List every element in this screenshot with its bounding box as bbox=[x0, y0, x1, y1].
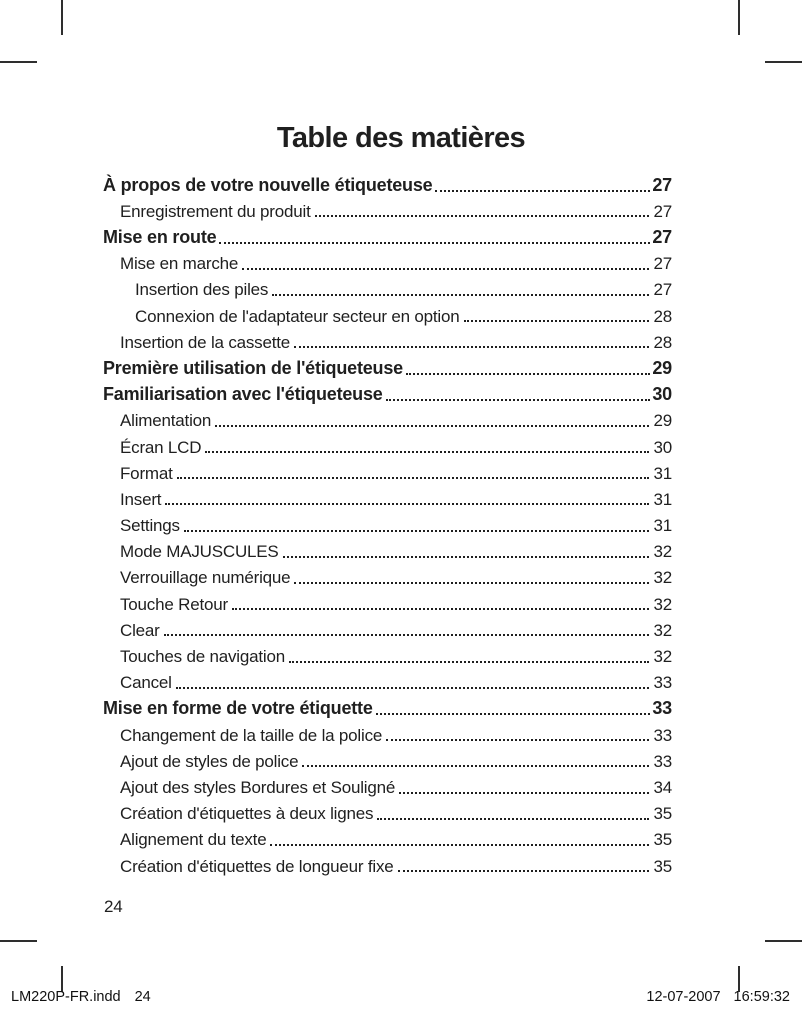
toc-entry-label: Touche Retour bbox=[120, 594, 228, 614]
toc-leader-dots bbox=[376, 713, 651, 715]
toc-entry bbox=[103, 800, 672, 826]
toc-entry bbox=[103, 590, 672, 616]
toc-entry-page: 30 bbox=[653, 437, 672, 457]
toc-entry bbox=[103, 276, 672, 302]
toc-entry-page: 33 bbox=[653, 673, 672, 693]
toc-entry bbox=[103, 433, 672, 459]
toc-leader-dots bbox=[215, 425, 649, 427]
toc-entry-label: Création d'étiquettes à deux lignes bbox=[120, 804, 374, 824]
toc-entry bbox=[103, 407, 672, 433]
toc-entry-page: 27 bbox=[652, 174, 672, 195]
footer-slug-left bbox=[11, 989, 151, 1005]
toc-entry-page: 31 bbox=[653, 489, 672, 509]
toc-entry bbox=[103, 852, 672, 878]
toc-leader-dots bbox=[272, 294, 649, 296]
toc-entry-page: 33 bbox=[652, 698, 672, 719]
toc-entry bbox=[103, 171, 672, 197]
toc-entry bbox=[103, 695, 672, 721]
toc-entry bbox=[103, 538, 672, 564]
toc-entry-page: 29 bbox=[652, 357, 672, 378]
crop-mark-top-left-vertical bbox=[61, 0, 63, 35]
crop-mark-top-right-horizontal bbox=[765, 61, 802, 63]
toc-entry-page: 32 bbox=[653, 594, 672, 614]
toc-entry-label: Création d'étiquettes de longueur fixe bbox=[120, 856, 394, 876]
toc-entry-label: Insertion de la cassette bbox=[120, 332, 291, 352]
toc-entry bbox=[103, 773, 672, 799]
footer-slug-right bbox=[646, 989, 790, 1005]
toc-entry-page: 35 bbox=[653, 804, 672, 824]
toc-entry bbox=[103, 485, 672, 511]
toc-leader-dots bbox=[289, 661, 650, 663]
toc-entry bbox=[103, 669, 672, 695]
toc-leader-dots bbox=[315, 215, 650, 217]
toc-leader-dots bbox=[406, 373, 650, 375]
toc-entry-label: Mise en route bbox=[103, 226, 217, 247]
toc-entry-page: 27 bbox=[653, 254, 672, 274]
toc-entry bbox=[103, 250, 672, 276]
toc-entry bbox=[103, 721, 672, 747]
footer-time: 16:59:32 bbox=[733, 989, 790, 1005]
toc-leader-dots bbox=[205, 451, 649, 453]
toc-entry bbox=[103, 564, 672, 590]
toc-entry bbox=[103, 197, 672, 223]
toc-entry-label: Écran LCD bbox=[120, 437, 202, 457]
toc-leader-dots bbox=[294, 582, 649, 584]
toc-entry-label: Changement de la taille de la police bbox=[120, 725, 383, 745]
toc-leader-dots bbox=[165, 503, 649, 505]
toc-entry bbox=[103, 328, 672, 354]
toc-entry-page: 32 bbox=[653, 568, 672, 588]
crop-mark-bottom-left-horizontal bbox=[0, 940, 37, 942]
toc-entry-label: Insert bbox=[120, 489, 162, 509]
toc-leader-dots bbox=[435, 190, 650, 192]
toc-leader-dots bbox=[283, 556, 650, 558]
toc-leader-dots bbox=[386, 739, 649, 741]
toc-leader-dots bbox=[398, 870, 650, 872]
toc-entry-label: Ajout des styles Bordures et Souligné bbox=[120, 777, 396, 797]
toc-leader-dots bbox=[219, 242, 650, 244]
toc-entry bbox=[103, 302, 672, 328]
toc-entry bbox=[103, 459, 672, 485]
toc-entry bbox=[103, 354, 672, 380]
toc-entry-label: Touches de navigation bbox=[120, 647, 285, 667]
toc-entry-page: 33 bbox=[653, 725, 672, 745]
toc-entry-page: 35 bbox=[653, 856, 672, 876]
toc-entry-page: 29 bbox=[653, 411, 672, 431]
toc-leader-dots bbox=[464, 320, 650, 322]
toc-entry-page: 27 bbox=[652, 226, 672, 247]
toc-entry-label: Format bbox=[120, 463, 173, 483]
toc-entry-page: 27 bbox=[653, 201, 672, 221]
toc-leader-dots bbox=[164, 634, 650, 636]
crop-mark-top-left-horizontal bbox=[0, 61, 37, 63]
toc-entry-page: 32 bbox=[653, 620, 672, 640]
footer-file-name: LM220P-FR.indd bbox=[11, 989, 121, 1005]
toc-entry-label: Verrouillage numérique bbox=[120, 568, 291, 588]
toc-entry-label: Alimentation bbox=[120, 411, 212, 431]
toc-entry-label: Clear bbox=[120, 620, 160, 640]
toc-entry bbox=[103, 826, 672, 852]
toc-entry-label: Alignement du texte bbox=[120, 830, 267, 850]
toc-entry-page: 33 bbox=[653, 751, 672, 771]
toc-leader-dots bbox=[184, 530, 650, 532]
table-of-contents bbox=[103, 171, 672, 878]
crop-mark-top-right-vertical bbox=[738, 0, 740, 35]
toc-leader-dots bbox=[399, 792, 649, 794]
toc-entry-page: 28 bbox=[653, 306, 672, 326]
toc-entry-label: À propos de votre nouvelle étiqueteuse bbox=[103, 174, 433, 195]
toc-entry-page: 28 bbox=[653, 332, 672, 352]
toc-entry-label: Insertion des piles bbox=[135, 280, 269, 300]
toc-leader-dots bbox=[386, 399, 651, 401]
toc-entry-label: Mise en forme de votre étiquette bbox=[103, 698, 373, 719]
toc-leader-dots bbox=[377, 818, 649, 820]
toc-entry-label: Familiarisation avec l'étiqueteuse bbox=[103, 384, 383, 404]
toc-entry-label: Première utilisation de l'étiqueteuse bbox=[103, 357, 403, 378]
toc-entry-page: 32 bbox=[653, 542, 672, 562]
toc-entry-label: Connexion de l'adaptateur secteur en option bbox=[135, 306, 460, 326]
toc-entry-label: Ajout de styles de police bbox=[120, 751, 299, 771]
toc-entry bbox=[103, 381, 672, 407]
toc-entry-page: 31 bbox=[653, 463, 672, 483]
toc-entry-label: Settings bbox=[120, 516, 180, 536]
toc-entry-page: 31 bbox=[653, 516, 672, 536]
toc-entry-label: Enregistrement du produit bbox=[120, 201, 311, 221]
toc-leader-dots bbox=[242, 268, 649, 270]
toc-entry-label: Cancel bbox=[120, 673, 172, 693]
toc-entry-label: Mode MAJUSCULES bbox=[120, 542, 279, 562]
toc-leader-dots bbox=[177, 477, 650, 479]
toc-entry bbox=[103, 747, 672, 773]
toc-leader-dots bbox=[232, 608, 650, 610]
toc-entry-page: 27 bbox=[653, 280, 672, 300]
footer-file-page: 24 bbox=[134, 989, 151, 1005]
toc-leader-dots bbox=[176, 687, 650, 689]
toc-entry-page: 35 bbox=[653, 830, 672, 850]
toc-leader-dots bbox=[270, 844, 649, 846]
toc-leader-dots bbox=[302, 765, 649, 767]
toc-entry-page: 32 bbox=[653, 647, 672, 667]
toc-entry-page: 34 bbox=[653, 777, 672, 797]
toc-entry bbox=[103, 511, 672, 537]
toc-entry bbox=[103, 642, 672, 668]
toc-entry-label: Mise en marche bbox=[120, 254, 239, 274]
page-title: Table des matières bbox=[276, 122, 526, 154]
toc-entry bbox=[103, 223, 672, 249]
toc-leader-dots bbox=[294, 346, 649, 348]
footer-date: 12-07-2007 bbox=[646, 989, 721, 1005]
crop-mark-bottom-right-horizontal bbox=[765, 940, 802, 942]
folio-page-number: 24 bbox=[104, 897, 123, 916]
toc-entry-page: 30 bbox=[652, 384, 672, 404]
toc-entry bbox=[103, 616, 672, 642]
